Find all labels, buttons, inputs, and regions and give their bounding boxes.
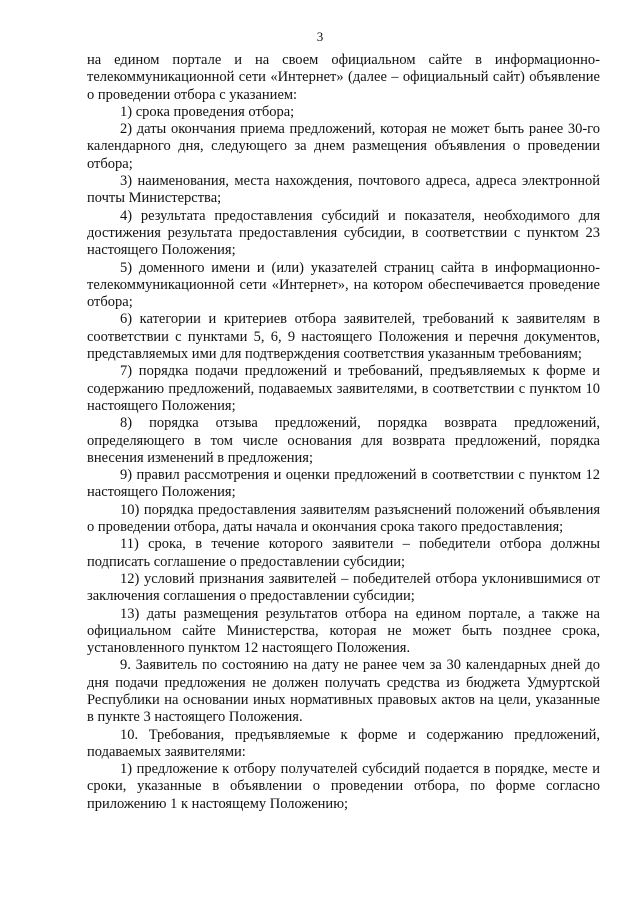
clause-paragraph: 9. Заявитель по состоянию на дату не ранее чем за 30 календарных дней до дня подачи предложения не должен получать средства из бюджета Удмуртской Республики на основании иных нормативных правовых актов на цели, указанные в пункте 3 настоящего Положения. xyxy=(87,657,600,726)
list-item: 8) порядка отзыва предложений, порядка возврата предложений, определяющего в том числе основания для возврата предложений, порядка внесения изменений в предложения; xyxy=(87,415,600,466)
document-body xyxy=(87,52,600,813)
paragraph-intro: на едином портале и на своем официальном сайте в информационно-телекоммуникационной сети «Интернет» (далее – официальный сайт) объявление о проведении отбора с указанием: xyxy=(87,52,600,103)
list-item: 10) порядка предоставления заявителям разъяснений положений объявления о проведении отбора, даты начала и окончания срока такого предоставления; xyxy=(87,501,600,536)
list-item: 7) порядка подачи предложений и требований, предъявляемых к форме и содержанию предложений, подаваемых заявителями, в соответствии с пунктом 10 настоящего Положения; xyxy=(87,363,600,414)
list-item: 3) наименования, места нахождения, почтового адреса, адреса электронной почты Министерства; xyxy=(87,173,600,207)
list-item: 1) срока проведения отбора; xyxy=(120,103,295,120)
page-number: 3 xyxy=(316,29,324,44)
list-item: 2) даты окончания приема предложений, которая не может быть ранее 30-го календарного дня, следующего за днем размещения объявления о проведении отбора; xyxy=(87,121,600,172)
list-item: 1) предложение к отбору получателей субсидий подается в порядке, месте и сроки, указанные в объявлении о проведении отбора, по форме согласно приложению 1 к настоящему Положению; xyxy=(87,761,600,812)
list-item: 6) категории и критериев отбора заявителей, требований к заявителям в соответствии с пунктами 5, 6, 9 настоящего Положения и перечня документов, представляемых ими для подтверждения соответствия указанным требованиям; xyxy=(87,311,600,363)
clause-paragraph: 10. Требования, предъявляемые к форме и содержанию предложений, подаваемых заявителями: xyxy=(87,726,600,760)
list-item: 9) правил рассмотрения и оценки предложений в соответствии с пунктом 12 настоящего Положения; xyxy=(87,467,600,501)
list-item: 13) даты размещения результатов отбора на едином портале, а также на официальном сайте Министерства, которая не может быть позднее срока, установленного пунктом 12 настоящего Положения. xyxy=(87,605,600,657)
list-item: 12) условий признания заявителей – победителей отбора уклонившимися от заключения соглашения о предоставлении субсидии; xyxy=(87,570,600,605)
list-item: 11) срока, в течение которого заявители – победители отбора должны подписать соглашение о предоставлении субсидии; xyxy=(87,536,600,570)
list-item: 5) доменного имени и (или) указателей страниц сайта в информационно-телекоммуникационной сети «Интернет», на котором обеспечивается проведение отбора; xyxy=(87,259,600,311)
list-item: 4) результата предоставления субсидий и показателя, необходимого для достижения результата предоставления субсидии, в соответствии с пунктом 23 настоящего Положения; xyxy=(87,207,600,259)
